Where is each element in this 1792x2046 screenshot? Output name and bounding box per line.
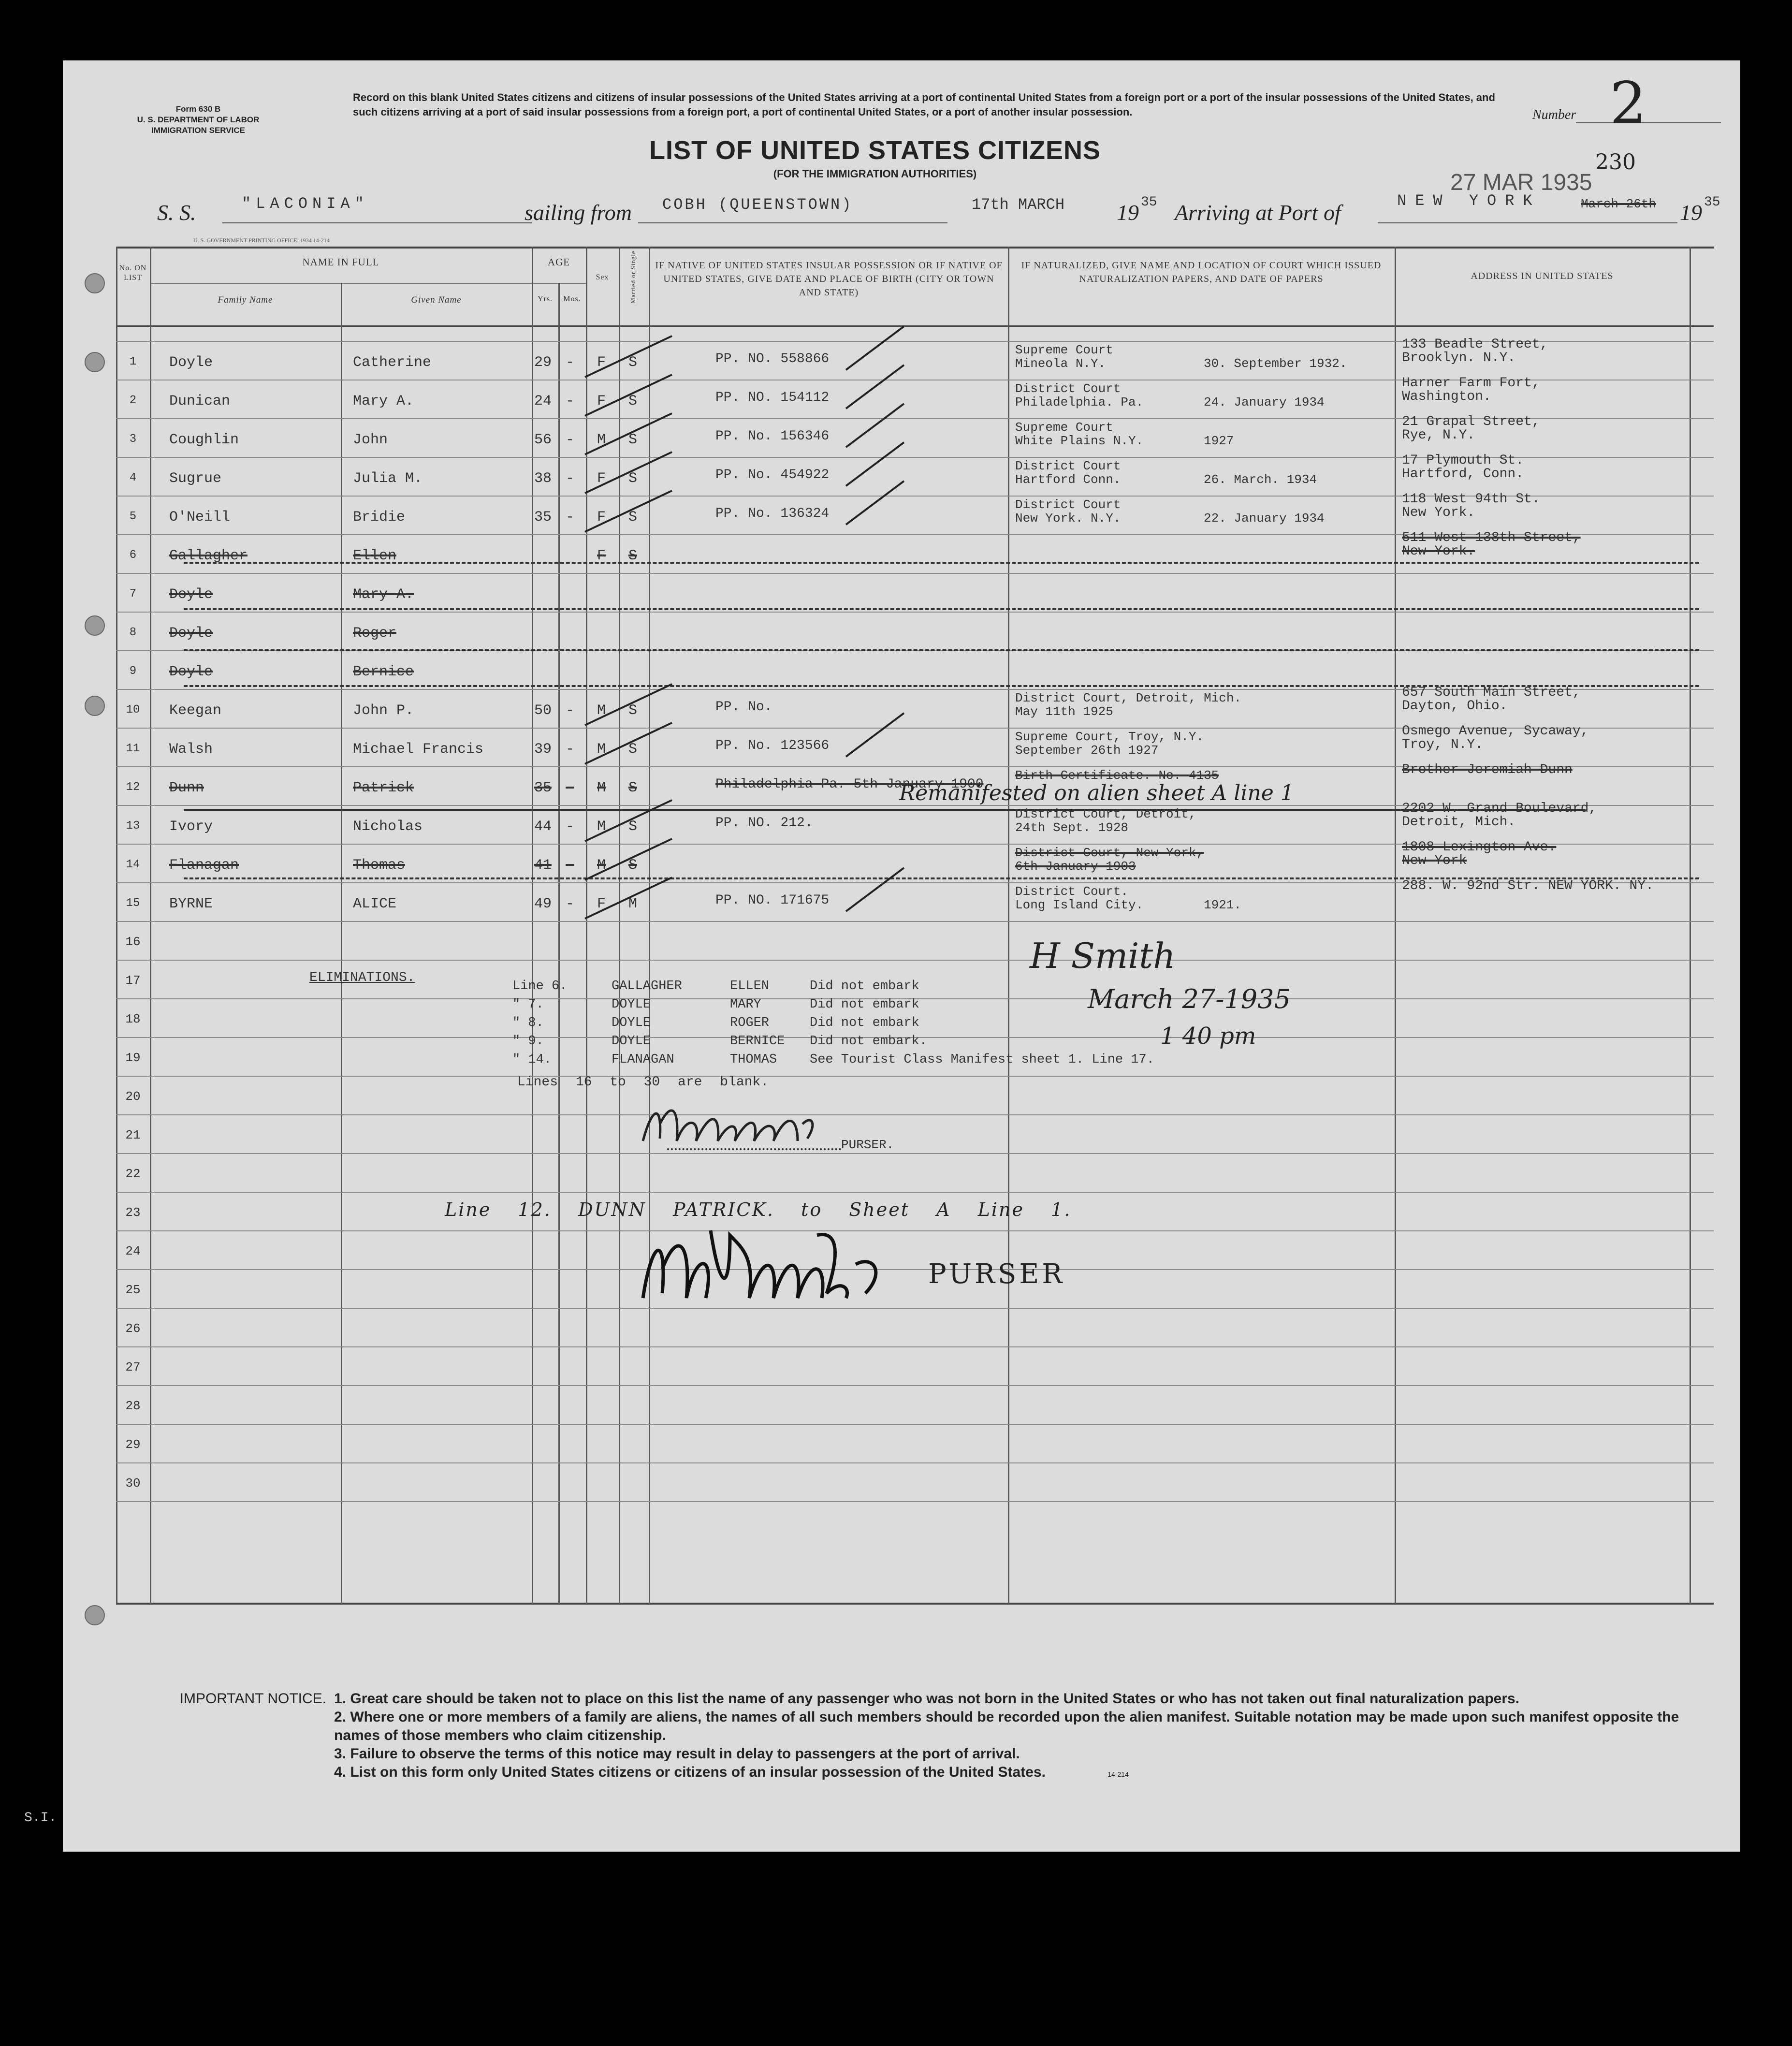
cell-birth: PP. NO. 171675 xyxy=(715,893,830,908)
cell-court2: September 26th 1927 xyxy=(1015,743,1159,758)
margin-mark: S.I. xyxy=(24,1811,57,1826)
cell-addr1: 118 West 94th St. xyxy=(1402,492,1540,507)
line-number: 29 xyxy=(125,1437,141,1452)
elimination-note: Did not embark xyxy=(810,1016,919,1030)
cell-addr1: 511 West 138th Street, xyxy=(1402,530,1581,545)
cell-family: Doyle xyxy=(169,354,213,371)
cell-date: 1921. xyxy=(1204,898,1242,912)
cell-court1: District Court, Detroit, Mich. xyxy=(1015,691,1242,705)
line-number: 20 xyxy=(125,1089,141,1104)
cell-sex: F xyxy=(597,548,606,564)
blank-lines-note: Lines 16 to 30 are blank. xyxy=(517,1075,769,1090)
cell-sex: M xyxy=(597,818,606,835)
cell-addr2: New York xyxy=(1402,853,1467,868)
cell-no: 7 xyxy=(129,587,137,600)
cell-no: 3 xyxy=(129,433,137,446)
cell-family: Coughlin xyxy=(169,432,239,448)
cell-ms: M xyxy=(628,896,638,912)
cell-yrs: 35 xyxy=(534,780,552,796)
printing-office: U. S. GOVERNMENT PRINTING OFFICE: 1934 14-214 xyxy=(193,237,330,244)
line-number: 25 xyxy=(125,1283,141,1297)
cell-mos: - xyxy=(566,780,575,796)
cell-date: 30. September 1932. xyxy=(1204,356,1347,371)
cell-court2: Long Island City. xyxy=(1015,898,1144,912)
cell-family: Ivory xyxy=(169,818,213,835)
cell-family: BYRNE xyxy=(169,896,213,912)
cell-ms: S xyxy=(628,470,638,487)
line-number: 30 xyxy=(125,1476,141,1491)
elimination-line: " 7. xyxy=(512,997,544,1012)
cell-ms: S xyxy=(628,818,638,835)
check-mark xyxy=(585,800,672,841)
elimination-family: DOYLE xyxy=(612,1016,651,1030)
cell-sex: F xyxy=(597,354,606,371)
cell-addr2: Detroit, Mich. xyxy=(1402,815,1516,830)
department: U. S. DEPARTMENT OF LABOR xyxy=(137,115,260,124)
number-label: Number xyxy=(1532,107,1576,122)
cell-yrs: 35 xyxy=(534,509,552,526)
cell-ms: S xyxy=(628,780,638,796)
cell-family: Sugrue xyxy=(169,470,222,487)
cell-sex: M xyxy=(597,702,606,719)
line-number: 19 xyxy=(125,1051,141,1065)
line-number: 23 xyxy=(125,1205,141,1220)
cell-ms: S xyxy=(628,354,638,371)
cell-no: 8 xyxy=(129,626,137,639)
cell-mos: - xyxy=(566,354,575,371)
cell-addr2: New York. xyxy=(1402,544,1475,559)
notice-item-2: 2. Where one or more members of a family are aliens, the names of all such members should be recorded upon the alien manifest. Suitable notation may be made upon such manifest opposite the names of those members who claim citizenship. xyxy=(334,1709,1679,1743)
cell-given: Ellen xyxy=(353,548,397,564)
cell-birth: PP. NO. 558866 xyxy=(715,351,830,366)
cell-addr2: New York. xyxy=(1402,505,1475,520)
cell-mos: - xyxy=(566,741,575,758)
header-name-in-full: NAME IN FULL xyxy=(302,256,379,268)
cell-court1: District Court, New York, xyxy=(1015,846,1204,860)
cell-sex: M xyxy=(597,857,606,874)
form-number: Form 630 B xyxy=(175,104,221,114)
elimination-line: " 14. xyxy=(512,1052,552,1067)
cell-given: Bridie xyxy=(353,509,406,526)
cell-mos: - xyxy=(566,393,575,409)
cell-court1: District Court. xyxy=(1015,884,1129,899)
header-given-name: Given Name xyxy=(411,295,462,305)
elimination-note: Did not embark xyxy=(810,979,919,994)
cell-family: Walsh xyxy=(169,741,213,758)
cell-mos: - xyxy=(566,896,575,912)
stamp-note: 230 xyxy=(1595,150,1636,175)
sailing-date: 17th MARCH xyxy=(972,196,1065,214)
header-sex: Sex xyxy=(596,273,609,281)
elimination-given: ELLEN xyxy=(730,979,770,994)
arrival-year-prefix: 19 xyxy=(1680,200,1702,225)
cell-mos: - xyxy=(566,857,575,874)
check-mark xyxy=(846,404,904,447)
notice-item-1: 1. Great care should be taken not to place on this list the name of any passenger who was not born in the United States or who has not taken out final naturalization papers. xyxy=(334,1691,1520,1707)
ss-label: S. S. xyxy=(157,200,196,225)
elimination-family: FLANAGAN xyxy=(612,1052,674,1067)
cell-court1: District Court xyxy=(1015,459,1121,473)
remanifested-note: Remanifested on alien sheet A line 1 xyxy=(899,781,1294,805)
cell-birth: PP. No. 156346 xyxy=(715,429,830,444)
line12-note: Line 12. DUNN PATRICK. to Sheet A Line 1. xyxy=(445,1199,1072,1220)
cell-addr1: 21 Grapal Street, xyxy=(1402,414,1540,429)
eliminations-title: ELIMINATIONS. xyxy=(309,970,415,985)
check-mark xyxy=(585,491,672,532)
notice-code: 14-214 xyxy=(1107,1770,1129,1778)
cell-addr1: 2202 W. Grand Boulevard, xyxy=(1402,801,1597,816)
cell-birth: PP. No. xyxy=(715,700,772,715)
cell-no: 11 xyxy=(126,742,140,755)
cell-sex: F xyxy=(597,509,606,526)
cell-court2: White Plains N.Y. xyxy=(1015,434,1144,448)
check-mark xyxy=(846,481,904,525)
cell-addr2: Dayton, Ohio. xyxy=(1402,699,1508,714)
cell-no: 2 xyxy=(129,394,137,407)
cell-no: 5 xyxy=(129,510,137,523)
check-mark xyxy=(846,326,904,370)
page-subtitle: (FOR THE IMMIGRATION AUTHORITIES) xyxy=(773,168,977,180)
header-no: No. ON LIST xyxy=(119,264,147,282)
elimination-family: DOYLE xyxy=(612,1034,651,1049)
cell-court2: 6th January 1903 xyxy=(1015,859,1136,874)
elimination-note: Did not embark. xyxy=(810,1034,928,1049)
check-mark xyxy=(585,452,672,493)
cell-sex: F xyxy=(597,896,606,912)
cell-court1: Birth Certificate. No. 4135 xyxy=(1015,768,1219,783)
header-birth: IF NATIVE OF UNITED STATES INSULAR POSSESSION OR IF NATIVE OF UNITED STATES, GIVE DATE AND PLACE OF BIRTH (CITY OR TOWN AND STATE) xyxy=(655,260,1003,298)
cell-addr1: Brother Jeremiah Dunn xyxy=(1402,762,1573,777)
check-mark xyxy=(846,713,904,757)
cell-birth: Philadelphia Pa. 5th January 1900 xyxy=(715,777,984,792)
cell-addr2: Brooklyn. N.Y. xyxy=(1402,351,1516,365)
check-mark xyxy=(585,336,672,377)
arrival-date-struck: March 26th xyxy=(1581,197,1657,211)
elimination-family: GALLAGHER xyxy=(612,979,682,994)
cell-family: Flanagan xyxy=(169,857,239,874)
header-age: AGE xyxy=(547,256,570,268)
cell-yrs: 29 xyxy=(534,354,552,371)
check-mark xyxy=(585,723,672,764)
elimination-given: BERNICE xyxy=(730,1034,785,1049)
cell-no: 12 xyxy=(126,781,140,794)
notice-item-3: 3. Failure to observe the terms of this notice may result in delay to passengers at the port of arrival. xyxy=(334,1746,1020,1762)
service: IMMIGRATION SERVICE xyxy=(151,126,245,135)
cell-no: 9 xyxy=(129,665,137,678)
header-mos: Mos. xyxy=(563,295,581,303)
cell-yrs: 41 xyxy=(534,857,552,874)
cell-mos: - xyxy=(566,509,575,526)
cell-family: Doyle xyxy=(169,664,213,680)
cell-yrs: 50 xyxy=(534,702,552,719)
cell-no: 15 xyxy=(126,897,140,910)
cell-date: 24. January 1934 xyxy=(1204,395,1325,409)
check-mark xyxy=(585,877,672,919)
check-mark xyxy=(585,413,672,454)
cell-court1: Supreme Court, Troy, N.Y. xyxy=(1015,730,1204,744)
elimination-given: THOMAS xyxy=(730,1052,777,1067)
cell-given: ALICE xyxy=(353,896,397,912)
cell-given: Julia M. xyxy=(353,470,423,487)
cell-ms: S xyxy=(628,432,638,448)
notice-item-4: 4. List on this form only United States citizens or citizens of an insular possession of the United States. xyxy=(334,1764,1046,1780)
cell-addr2: Rye, N.Y. xyxy=(1402,428,1475,443)
cell-sex: M xyxy=(597,741,606,758)
cell-given: Bernice xyxy=(353,664,414,680)
cell-family: Doyle xyxy=(169,586,213,603)
cell-family: Gallagher xyxy=(169,548,248,564)
cell-sex: F xyxy=(597,393,606,409)
cell-mos: - xyxy=(566,818,575,835)
cell-ms: S xyxy=(628,509,638,526)
check-mark xyxy=(846,868,904,911)
cell-ms: S xyxy=(628,393,638,409)
cell-given: Patrick xyxy=(353,780,414,796)
cell-family: Keegan xyxy=(169,702,222,719)
cell-court1: Supreme Court xyxy=(1015,420,1113,435)
cell-birth: PP. No. 123566 xyxy=(715,738,830,753)
cell-no: 14 xyxy=(126,858,140,871)
cell-ms: S xyxy=(628,741,638,758)
cell-no: 10 xyxy=(126,703,140,716)
cell-sex: M xyxy=(597,432,606,448)
elimination-family: DOYLE xyxy=(612,997,651,1012)
cell-addr2: Troy, N.Y. xyxy=(1402,737,1484,752)
cell-family: Dunican xyxy=(169,393,231,409)
cell-addr2: Hartford, Conn. xyxy=(1402,467,1524,482)
cell-court2: Hartford Conn. xyxy=(1015,472,1121,487)
cell-court1: District Court, Detroit, xyxy=(1015,807,1196,821)
elimination-line: " 9. xyxy=(512,1034,544,1049)
cell-yrs: 44 xyxy=(534,818,552,835)
cell-no: 4 xyxy=(129,471,137,484)
elimination-line: Line 6. xyxy=(512,979,568,994)
cell-mos: - xyxy=(566,702,575,719)
line-number: 26 xyxy=(125,1321,141,1336)
cell-given: Mary A. xyxy=(353,586,414,603)
cell-date: 26. March. 1934 xyxy=(1204,472,1317,487)
check-mark xyxy=(846,365,904,409)
cell-sex: F xyxy=(597,470,606,487)
inspection-time: 1 40 pm xyxy=(1160,1023,1256,1050)
cell-addr1: 17 Plymouth St. xyxy=(1402,453,1524,468)
cell-sex: M xyxy=(597,780,606,796)
header-family-name: Family Name xyxy=(218,295,273,305)
cell-addr1: Osmego Avenue, Sycaway, xyxy=(1402,724,1589,739)
page-title: LIST OF UNITED STATES CITIZENS xyxy=(649,136,1101,165)
cell-court1: District Court xyxy=(1015,381,1121,396)
cell-birth: PP. No. 454922 xyxy=(715,468,830,482)
cell-ms: S xyxy=(628,702,638,719)
inspector-name: H Smith xyxy=(1030,935,1176,976)
arriving-label: Arriving at Port of xyxy=(1175,200,1341,225)
elimination-given: MARY xyxy=(730,997,761,1012)
cell-ms: S xyxy=(628,857,638,874)
purser-label-handwritten: PURSER xyxy=(928,1258,1065,1290)
cell-no: 1 xyxy=(129,355,137,368)
header-married: Married or Single xyxy=(629,250,637,304)
cell-given: Mary A. xyxy=(353,393,414,409)
sailing-year-prefix: 19 xyxy=(1117,200,1139,225)
cell-given: Thomas xyxy=(353,857,406,874)
cell-mos: - xyxy=(566,470,575,487)
cell-ms: S xyxy=(628,548,638,564)
arrival-port: NEW YORK xyxy=(1397,192,1541,210)
arrival-stamp: 27 MAR 1935 xyxy=(1450,170,1592,195)
notice-label: IMPORTANT NOTICE. xyxy=(179,1691,326,1707)
cell-court2: Mineola N.Y. xyxy=(1015,356,1106,371)
inspection-date: March 27-1935 xyxy=(1088,984,1291,1014)
cell-date: 1927 xyxy=(1204,434,1234,448)
cell-date: 22. January 1934 xyxy=(1204,511,1325,526)
cell-given: John P. xyxy=(353,702,414,719)
sailing-port: COBH (QUEENSTOWN) xyxy=(662,196,853,214)
line-number: 16 xyxy=(125,935,141,949)
line-number: 28 xyxy=(125,1399,141,1413)
cell-court1: District Court xyxy=(1015,497,1121,512)
header-address: ADDRESS IN UNITED STATES xyxy=(1471,271,1614,281)
line-number: 24 xyxy=(125,1244,141,1258)
cell-given: Nicholas xyxy=(353,818,423,835)
elimination-note: See Tourist Class Manifest sheet 1. Line 17. xyxy=(810,1052,1154,1067)
cell-yrs: 24 xyxy=(534,393,552,409)
line-number: 21 xyxy=(125,1128,141,1142)
cell-court2: Philadelphia. Pa. xyxy=(1015,395,1144,409)
sheet-number: 2 xyxy=(1610,70,1647,137)
cell-birth: PP. No. 136324 xyxy=(715,506,830,521)
arrival-year-suffix: 35 xyxy=(1704,195,1720,210)
cell-addr1: 133 Beadle Street, xyxy=(1402,337,1548,352)
sailing-year-suffix: 35 xyxy=(1141,195,1157,210)
cell-no: 6 xyxy=(129,549,137,562)
cell-given: Catherine xyxy=(353,354,432,371)
intro-text: Record on this blank United States citizens and citizens of insular possessions of the United States arriving at a port of continental United States from a foreign port or a port of the insular possessions of the United States, and such citizens arriving at a port of said insular possessions from a foreign port, a port of continental United States, or a port of another insular possession. xyxy=(353,91,1495,118)
cell-given: John xyxy=(353,432,388,448)
cell-given: Roger xyxy=(353,625,397,642)
manifest-sheet xyxy=(24,60,1740,1852)
cell-yrs: 39 xyxy=(534,741,552,758)
line-number: 27 xyxy=(125,1360,141,1374)
line-number: 17 xyxy=(125,973,141,988)
cell-family: O'Neill xyxy=(169,509,231,526)
cell-addr1: Harner Farm Fort, xyxy=(1402,376,1540,391)
cell-addr1: 657 South Main Street, xyxy=(1402,685,1581,700)
cell-court2: New York. N.Y. xyxy=(1015,511,1121,526)
cell-yrs: 49 xyxy=(534,896,552,912)
line-number: 22 xyxy=(125,1167,141,1181)
cell-addr1: 288. W. 92nd Str. NEW YORK. NY. xyxy=(1402,878,1654,893)
ship-name: "LACONIA" xyxy=(242,195,369,213)
cell-court1: Supreme Court xyxy=(1015,343,1113,357)
check-marks xyxy=(63,60,1740,1852)
check-mark xyxy=(585,375,672,416)
cell-yrs: 38 xyxy=(534,470,552,487)
cell-court2: 24th Sept. 1928 xyxy=(1015,820,1129,835)
line-number: 18 xyxy=(125,1012,141,1026)
elimination-given: ROGER xyxy=(730,1016,770,1030)
check-mark xyxy=(585,839,672,880)
sailing-label: sailing from xyxy=(524,200,632,225)
check-mark xyxy=(846,442,904,486)
purser-label: PURSER. xyxy=(841,1138,894,1152)
cell-birth: PP. NO. 212. xyxy=(715,816,813,831)
header-naturalized: IF NATURALIZED, GIVE NAME AND LOCATION OF COURT WHICH ISSUED NATURALIZATION PAPERS, AND DATE OF PAPERS xyxy=(1021,260,1382,284)
cell-addr2: Washington. xyxy=(1402,389,1491,404)
cell-family: Doyle xyxy=(169,625,213,642)
cell-birth: PP. NO. 154112 xyxy=(715,390,830,405)
cell-no: 13 xyxy=(126,819,140,833)
cell-yrs: 56 xyxy=(534,432,552,448)
cell-given: Michael Francis xyxy=(353,741,484,758)
header-yrs: Yrs. xyxy=(537,295,553,303)
cell-addr1: 1808 Lexington Ave. xyxy=(1402,840,1557,855)
cell-mos: - xyxy=(566,432,575,448)
cell-court2: May 11th 1925 xyxy=(1015,704,1113,719)
elimination-line: " 8. xyxy=(512,1016,544,1030)
elimination-note: Did not embark xyxy=(810,997,919,1012)
cell-family: Dunn xyxy=(169,780,204,796)
check-mark xyxy=(585,684,672,725)
